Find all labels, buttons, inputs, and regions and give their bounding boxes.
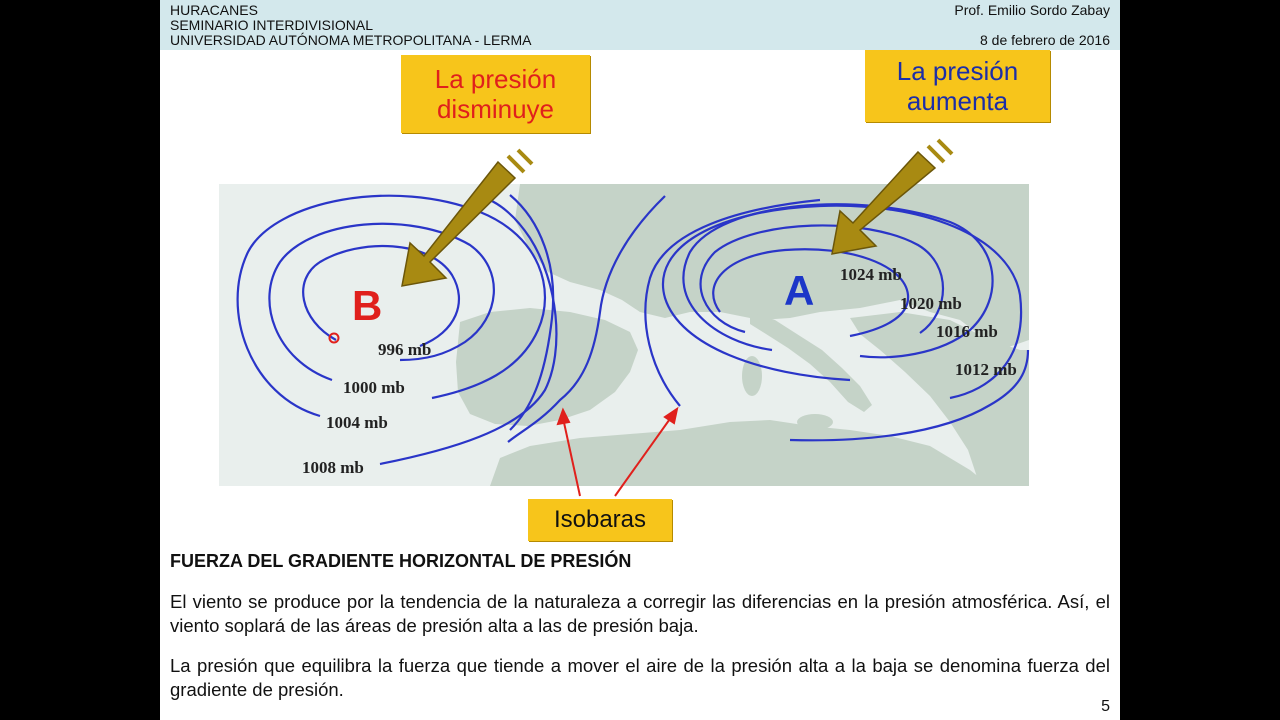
callout-inc-line2: aumenta — [906, 86, 1009, 116]
page-number: 5 — [1101, 698, 1110, 715]
callout-pressure-decreases — [401, 55, 590, 133]
header-seminar: SEMINARIO INTERDIVISIONAL — [170, 17, 374, 33]
header-university: UNIVERSIDAD AUTÓNOMA METROPOLITANA - LERMA — [170, 32, 532, 48]
label-1004: 1004 mb — [326, 413, 388, 432]
label-996: 996 mb — [378, 340, 432, 359]
label-1000: 1000 mb — [343, 378, 405, 397]
label-1008: 1008 mb — [302, 458, 364, 477]
callout-pressure-increases — [865, 50, 1050, 122]
callout-inc-line1: La presión — [896, 56, 1019, 86]
pressure-map-figure — [160, 50, 1120, 550]
callout-isobars — [528, 499, 672, 541]
header-author: Prof. Emilio Sordo Zabay — [954, 2, 1110, 18]
land-sicily — [797, 414, 833, 430]
paragraph-2: La presión que equilibra la fuerza que tiende a mover el aire de la presión alta a la baja se denomina fuerza del gradiente de presión. — [170, 655, 1110, 700]
pressure-map-svg — [160, 50, 1120, 550]
header-date: 8 de febrero de 2016 — [980, 32, 1110, 48]
callout-dec-line1: La presión — [434, 64, 557, 94]
paragraph-1: El viento se produce por la tendencia de la naturaleza a corregir las diferencias en la presión atmosférica. Así, el viento soplará de las áreas de presión alta a las de presión baja. — [170, 591, 1110, 636]
callout-dec-line2: disminuye — [436, 94, 555, 124]
high-pressure-symbol: A — [784, 267, 815, 314]
label-1012: 1012 mb — [955, 360, 1017, 379]
label-1024: 1024 mb — [840, 265, 902, 284]
callout-isobars-label: Isobaras — [553, 506, 647, 533]
header-course-title: HURACANES — [170, 2, 258, 18]
section-heading: FUERZA DEL GRADIENTE HORIZONTAL DE PRESIÓN — [170, 551, 632, 571]
low-pressure-symbol: B — [352, 282, 383, 329]
label-1016: 1016 mb — [936, 322, 998, 341]
slide-header — [160, 0, 1120, 50]
label-1020: 1020 mb — [900, 294, 962, 313]
slide — [160, 0, 1120, 720]
